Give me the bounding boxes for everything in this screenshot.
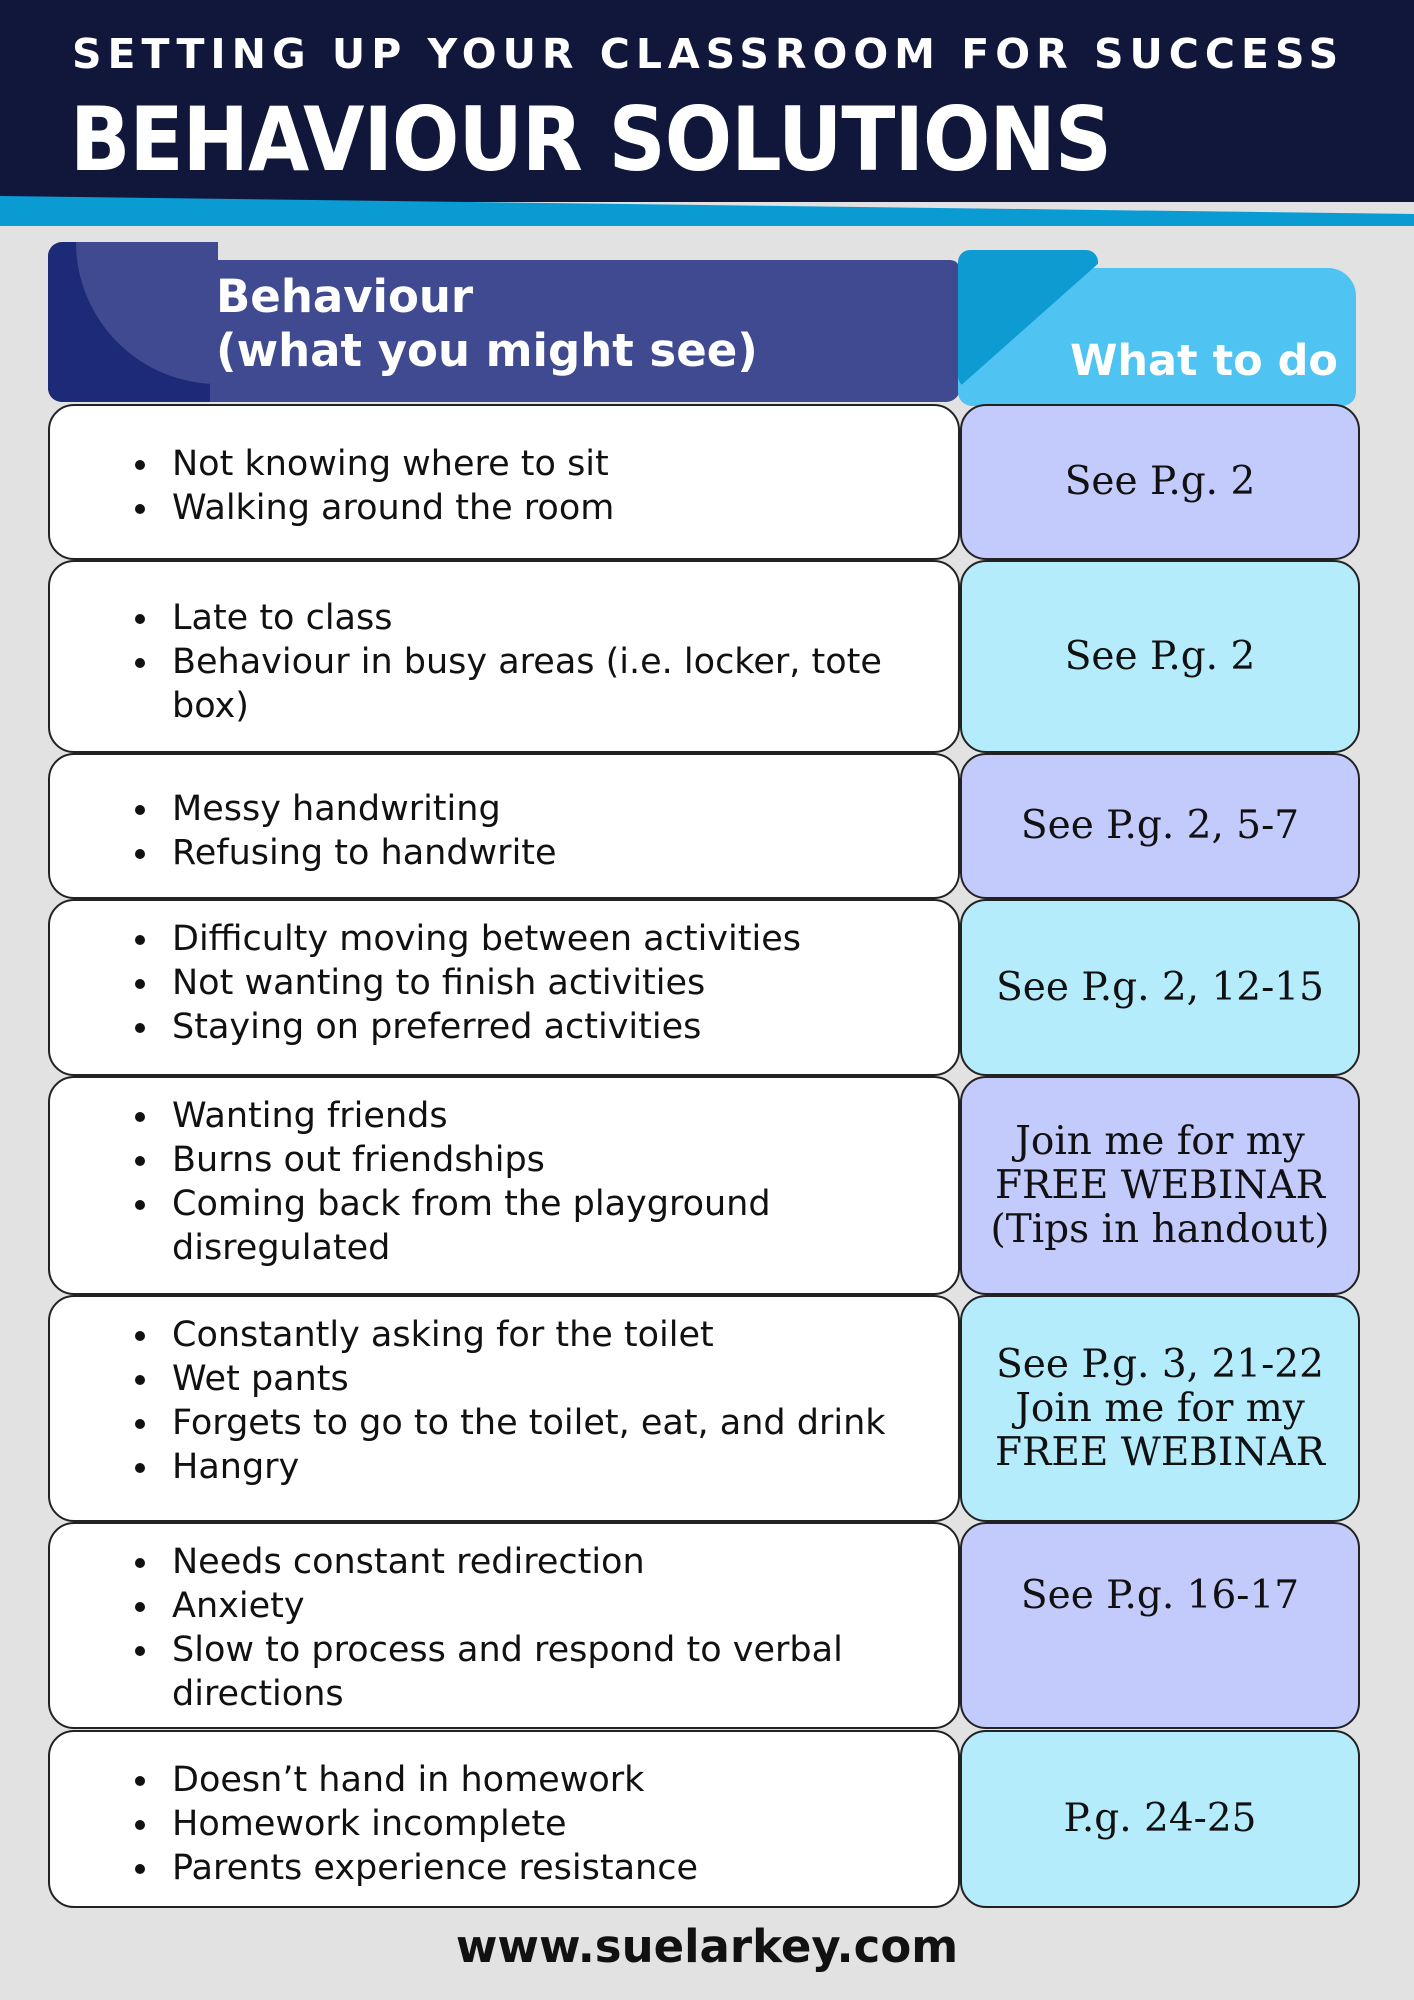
behaviour-item: Staying on preferred activities	[50, 1005, 958, 1049]
behaviour-item: Walking around the room	[50, 486, 958, 530]
action-text: P.g. 24-25	[1063, 1796, 1257, 1841]
behaviour-list	[50, 1540, 958, 1716]
behaviour-cell	[48, 560, 960, 753]
behaviour-item: Homework incomplete	[50, 1802, 958, 1846]
behaviour-item: Slow to process and respond to verbal directions	[50, 1628, 958, 1716]
table-row	[48, 1730, 1360, 1908]
behaviour-item: Refusing to handwrite	[50, 831, 958, 875]
behaviour-item: Difficulty moving between activities	[50, 917, 958, 961]
behaviour-item: Burns out friendships	[50, 1138, 958, 1182]
behaviour-item: Hangry	[50, 1445, 958, 1489]
behaviour-item: Parents experience resistance	[50, 1846, 958, 1890]
behaviour-item: Not knowing where to sit	[50, 442, 958, 486]
behaviour-item: Behaviour in busy areas (i.e. locker, tote box)	[50, 640, 958, 728]
page-subtitle: SETTING UP YOUR CLASSROOM FOR SUCCESS	[72, 30, 1345, 78]
table-row	[48, 1076, 1360, 1295]
behaviour-cell	[48, 1522, 960, 1729]
behaviour-header-label	[216, 270, 758, 378]
action-cell	[960, 1295, 1360, 1522]
action-text: See P.g. 2	[1064, 633, 1256, 679]
behaviour-list	[50, 787, 958, 875]
behaviour-item: Constantly asking for the toilet	[50, 1313, 958, 1357]
behaviour-item: Coming back from the playground disregulated	[50, 1182, 958, 1270]
action-cell	[960, 1076, 1360, 1295]
behaviour-item: Late to class	[50, 596, 958, 640]
action-cell	[960, 560, 1360, 753]
behaviour-list	[50, 596, 958, 728]
action-header-label: What to do	[1070, 336, 1338, 386]
behaviour-item: Messy handwriting	[50, 787, 958, 831]
action-text: See P.g. 16-17	[1020, 1572, 1300, 1618]
behaviour-list	[50, 1094, 958, 1270]
table-row	[48, 1522, 1360, 1729]
action-cell	[960, 1730, 1360, 1908]
behaviour-list	[50, 1313, 958, 1489]
behaviour-list	[50, 1758, 958, 1890]
website-footer: www.suelarkey.com	[455, 1920, 959, 1973]
table-row	[48, 560, 1360, 753]
behaviour-item: Forgets to go to the toilet, eat, and drink	[50, 1401, 958, 1445]
table-row	[48, 404, 1360, 560]
action-text: Join me for my FREE WEBINAR (Tips in handout)	[990, 1118, 1330, 1252]
behaviour-item: Not wanting to finish activities	[50, 961, 958, 1005]
table-row	[48, 753, 1360, 899]
behaviour-item: Needs constant redirection	[50, 1540, 958, 1584]
page-title: BEHAVIOUR SOLUTIONS	[70, 88, 1112, 191]
behaviour-cell	[48, 753, 960, 899]
action-text: See P.g. 2	[1064, 459, 1256, 504]
header-banner	[0, 0, 1414, 202]
behaviour-cell	[48, 899, 960, 1076]
action-text: See P.g. 2, 5-7	[1020, 803, 1300, 848]
behaviour-cell	[48, 1076, 960, 1295]
action-text: See P.g. 2, 12-15	[996, 964, 1324, 1010]
behaviour-list	[50, 442, 958, 530]
behaviour-header-line2: (what you might see)	[216, 324, 758, 377]
behaviour-item: Doesn’t hand in homework	[50, 1758, 958, 1802]
action-cell	[960, 753, 1360, 899]
action-text: See P.g. 3, 21-22 Join me for my FREE WEBINAR	[994, 1341, 1326, 1475]
behaviour-cell	[48, 1730, 960, 1908]
table-row	[48, 899, 1360, 1076]
action-cell	[960, 404, 1360, 560]
behaviour-item: Wanting friends	[50, 1094, 958, 1138]
behaviour-item: Anxiety	[50, 1584, 958, 1628]
behaviour-cell	[48, 404, 960, 560]
table-row	[48, 1295, 1360, 1522]
behaviour-cell	[48, 1295, 960, 1522]
action-cell	[960, 899, 1360, 1076]
action-cell	[960, 1522, 1360, 1729]
behaviour-header-line1: Behaviour	[216, 270, 474, 323]
behaviour-item: Wet pants	[50, 1357, 958, 1401]
behaviour-list	[50, 917, 958, 1049]
